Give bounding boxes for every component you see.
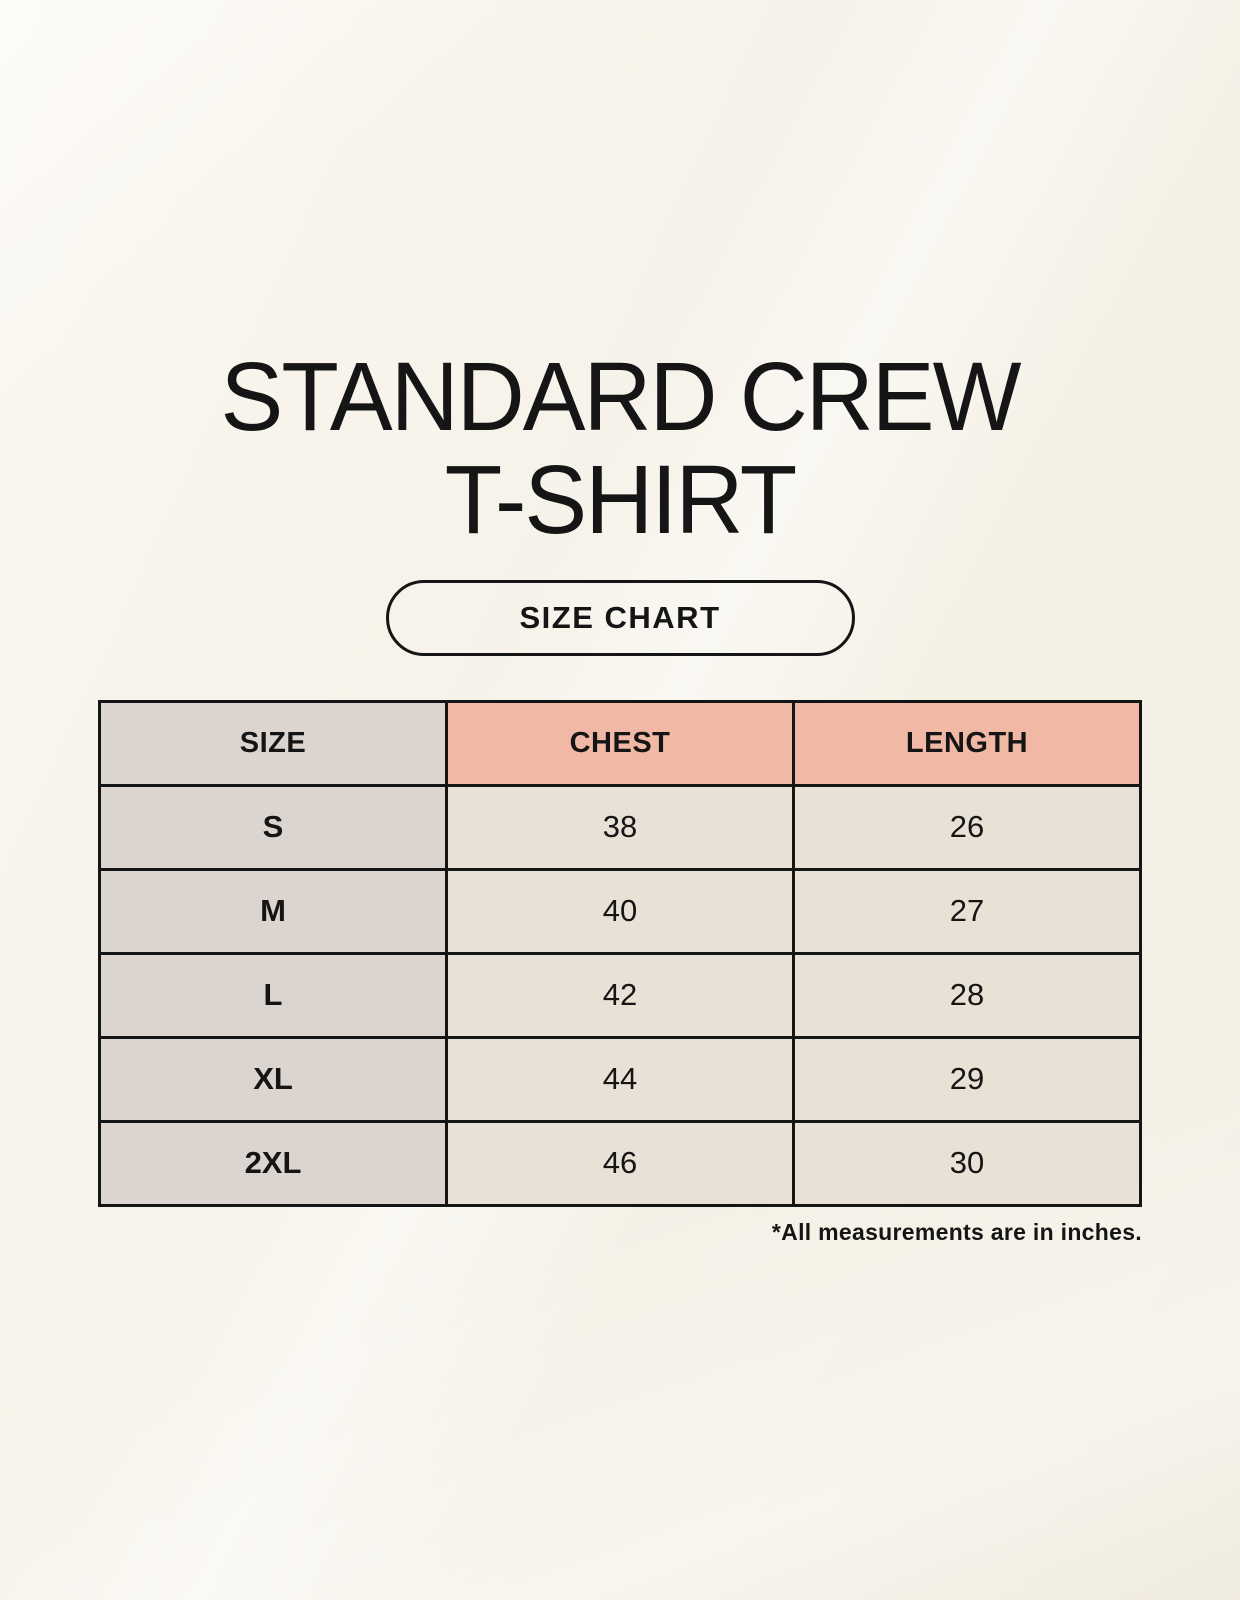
header-cell-length: LENGTH [794,701,1141,785]
measurements-footnote: *All measurements are in inches. [771,1218,1142,1245]
table-row [100,1037,1141,1121]
size-cell: S [100,785,447,869]
size-cell: 2XL [100,1121,447,1205]
length-cell: 26 [794,785,1141,869]
size-cell: XL [100,1037,447,1121]
chest-cell: 46 [447,1121,794,1205]
table-row [100,953,1141,1037]
chest-cell: 40 [447,869,794,953]
size-cell: M [100,869,447,953]
length-cell: 28 [794,953,1141,1037]
size-chart-pill[interactable] [386,580,855,656]
length-cell: 29 [794,1037,1141,1121]
table-header-row [100,701,1141,785]
header-cell-chest: CHEST [447,701,794,785]
header-cell-size: SIZE [100,701,447,785]
chest-cell: 42 [447,953,794,1037]
length-cell: 27 [794,869,1141,953]
size-chart-pill-label: SIZE CHART [519,599,721,635]
table-row [100,869,1141,953]
size-cell: L [100,953,447,1037]
title-line-2: T-SHIRT [444,444,796,554]
chest-cell: 44 [447,1037,794,1121]
table-row [100,1121,1141,1205]
page-title [19,342,1222,554]
length-cell: 30 [794,1121,1141,1205]
table-row [100,785,1141,869]
size-table [98,700,1142,1207]
chest-cell: 38 [447,785,794,869]
title-line-1: STANDARD CREW [220,342,1020,451]
